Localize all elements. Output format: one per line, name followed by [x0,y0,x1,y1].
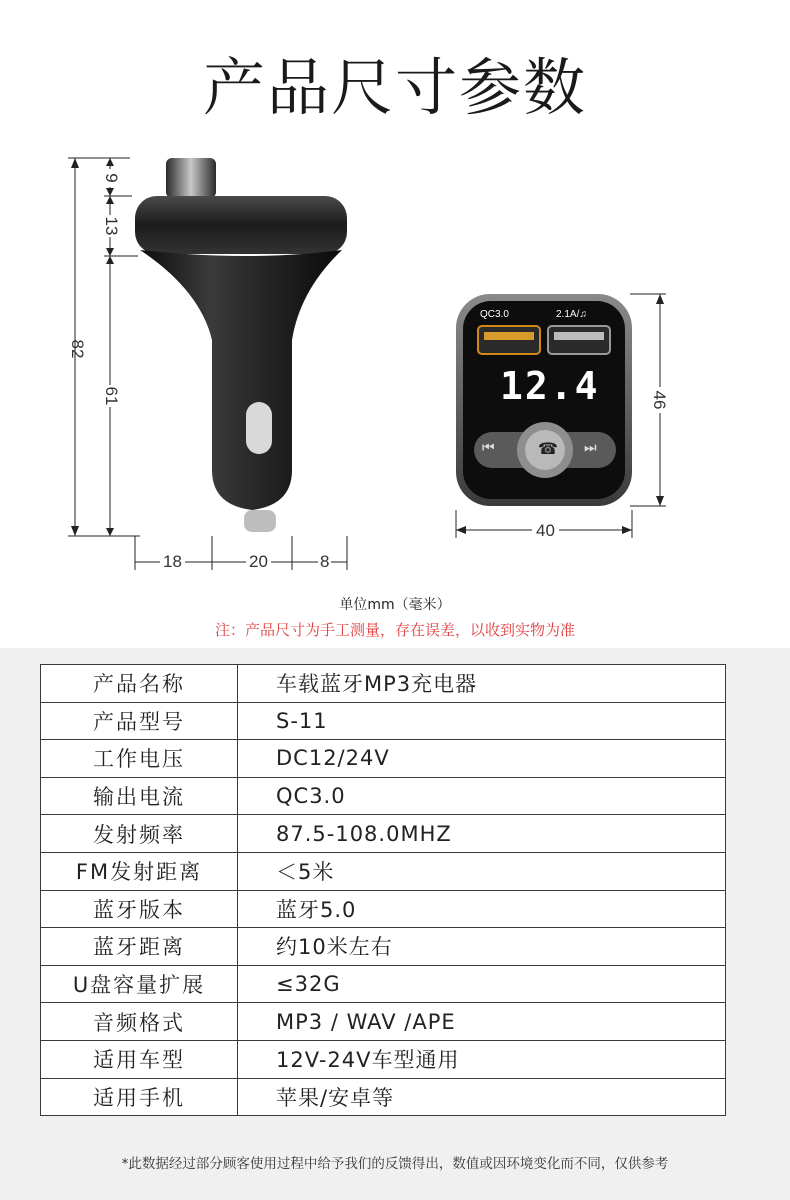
spec-label: 产品型号 [41,702,238,740]
device-side-view [135,158,347,532]
spec-value: ＜5米 [238,852,726,890]
spec-value: 苹果/安卓等 [238,1078,726,1116]
spec-value: DC12/24V [238,740,726,778]
side-button [246,402,272,454]
spec-label: 蓝牙距离 [41,928,238,966]
dim-total-height: 82 [68,339,87,359]
dim-head: 13 [102,216,121,236]
dim-right-offset: 8 [320,552,330,571]
spec-value: S-11 [238,702,726,740]
table-row [41,815,726,853]
dim-body: 61 [102,386,121,406]
spec-value: MP3 / WAV /APE [238,1003,726,1041]
next-track-icon: ⏭ [584,440,597,456]
dim-neck-width: 20 [246,552,271,572]
page-title: 产品尺寸参数 [202,51,587,124]
table-row [41,1003,726,1041]
spec-label: 产品名称 [41,665,238,703]
spec-label: 工作电压 [41,740,238,778]
head-shape [135,196,347,254]
spec-label: 适用车型 [41,1040,238,1078]
table-row [41,928,726,966]
table-row [41,1078,726,1116]
table-row [41,965,726,1003]
tip-contact [244,510,276,532]
spec-value: 12V-24V车型通用 [238,1040,726,1078]
spec-label: 输出电流 [41,777,238,815]
knob-shape [166,158,216,198]
spec-label: U盘容量扩展 [41,965,238,1003]
spec-value: 87.5-108.0MHZ [238,815,726,853]
port-usb-label: 2.1A/♫ [556,309,587,320]
spec-value: ≤32G [238,965,726,1003]
spec-label: 音频格式 [41,1003,238,1041]
dim-front-width: 40 [532,521,559,541]
dim-top-knob: 9 [101,169,121,187]
spec-label: 适用手机 [41,1078,238,1116]
unit-text: 单位mm（毫米） [339,597,451,613]
table-row [41,1040,726,1078]
table-row [41,665,726,703]
table-row [41,890,726,928]
measurement-note: 注：产品尺寸为手工测量，存在误差，以收到实物为准 [214,621,575,639]
spec-value: 约10米左右 [238,928,726,966]
spec-label: 蓝牙版本 [41,890,238,928]
body-shape [140,250,342,510]
dim-front-height: 46 [649,387,669,413]
dim-left-offset: 18 [160,552,185,572]
spec-value: QC3.0 [238,777,726,815]
spec-value: 车载蓝牙MP3充电器 [238,665,726,703]
table-row [41,852,726,890]
table-row [41,740,726,778]
spec-label: 发射频率 [41,815,238,853]
phone-icon: ☎ [538,439,558,458]
spec-value: 蓝牙5.0 [238,890,726,928]
spec-label: FM发射距离 [41,852,238,890]
table-row [41,777,726,815]
table-row [41,702,726,740]
port-qc-label: QC3.0 [480,309,509,320]
led-display: 12.4 [500,364,600,408]
prev-track-icon: ⏮ [482,440,495,456]
footer-disclaimer: *此数据经过部分顾客使用过程中给予我们的反馈得出，数值或因环境变化而不同，仅供参考 [121,1156,669,1172]
spec-table [40,664,726,1116]
